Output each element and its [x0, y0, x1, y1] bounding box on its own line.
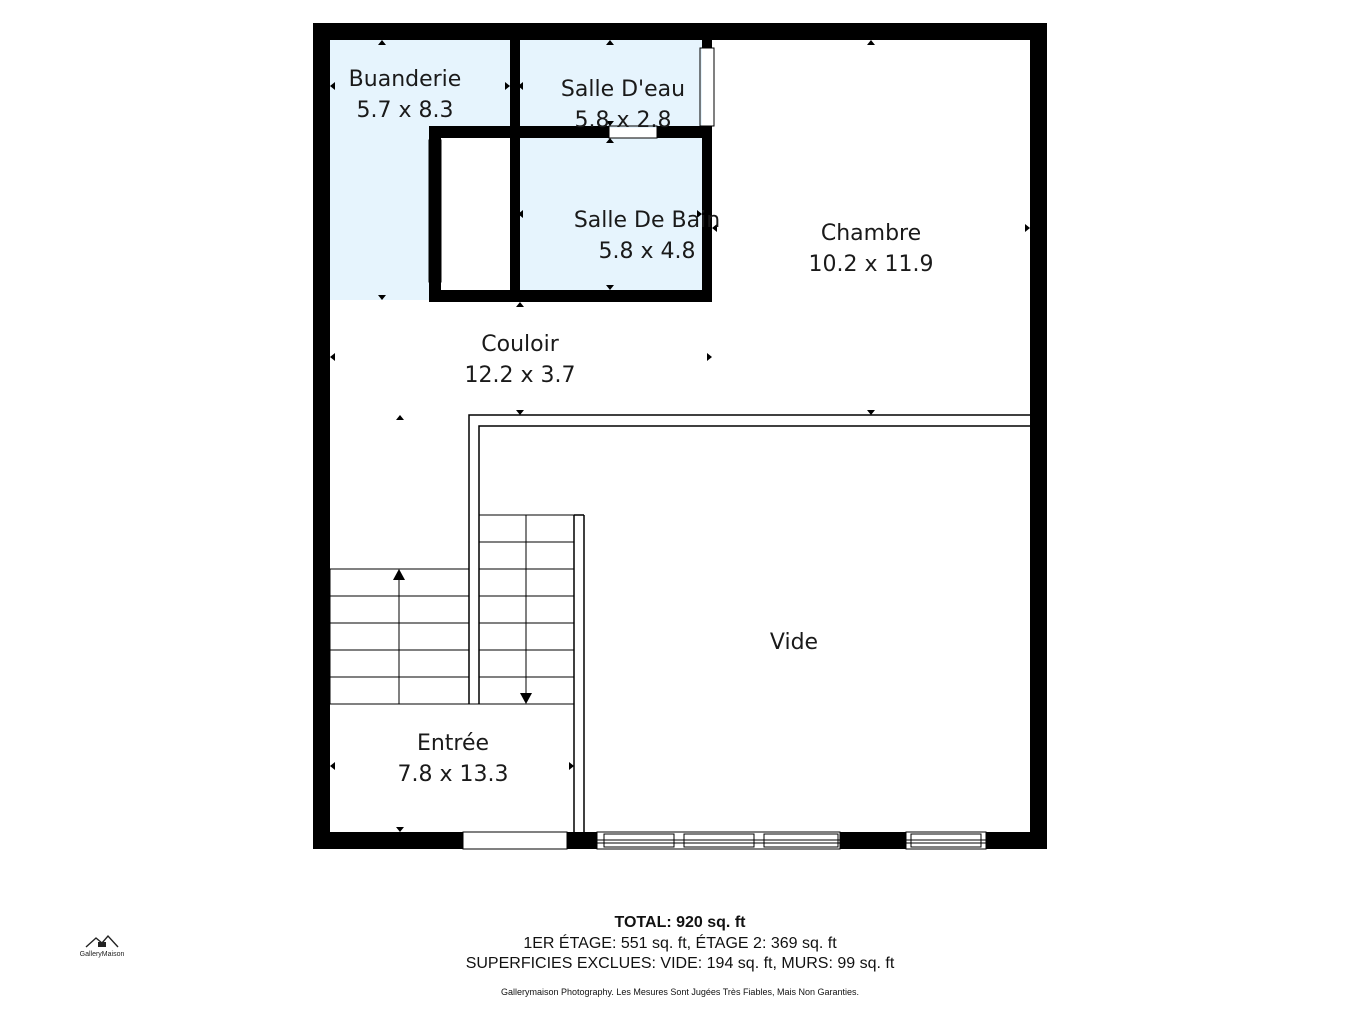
chambre-dims: 10.2 x 11.9 — [808, 252, 934, 277]
stair-down-arrow-icon — [520, 693, 532, 704]
salle-deau-name: Salle D'eau — [560, 77, 686, 102]
chambre-name: Chambre — [820, 221, 922, 246]
couloir-dims: 12.2 x 3.7 — [464, 363, 576, 388]
couloir-name: Couloir — [481, 332, 559, 357]
entree-name: Entrée — [416, 731, 490, 756]
staircase — [330, 515, 574, 704]
excluded-areas: SUPERFICIES EXCLUES: VIDE: 194 sq. ft, MURS: 99 sq. ft — [465, 955, 895, 972]
stair-up-arrow-icon — [393, 569, 405, 580]
salle-deau-dims: 5.8 x 2.8 — [574, 108, 672, 133]
floor-areas: 1ER ÉTAGE: 551 sq. ft, ÉTAGE 2: 369 sq. ft — [523, 935, 837, 952]
salle-de-bain-dims: 5.8 x 4.8 — [598, 239, 696, 264]
windows — [597, 832, 986, 849]
entree-dims: 7.8 x 13.3 — [397, 762, 509, 787]
buanderie-dims: 5.7 x 8.3 — [356, 98, 454, 123]
logo-text: GalleryMaison — [79, 951, 125, 958]
buanderie-name: Buanderie — [348, 67, 462, 92]
disclaimer: Gallerymaison Photography. Les Mesures Sont Jugées Très Fiables, Mais Non Garanties. — [500, 987, 859, 997]
stair-arrows — [393, 569, 532, 704]
total-area: TOTAL: 920 sq. ft — [614, 914, 746, 931]
salle-de-bain-name: Salle De Bain — [573, 208, 721, 233]
vide-name: Vide — [769, 630, 819, 655]
closet — [440, 138, 510, 290]
